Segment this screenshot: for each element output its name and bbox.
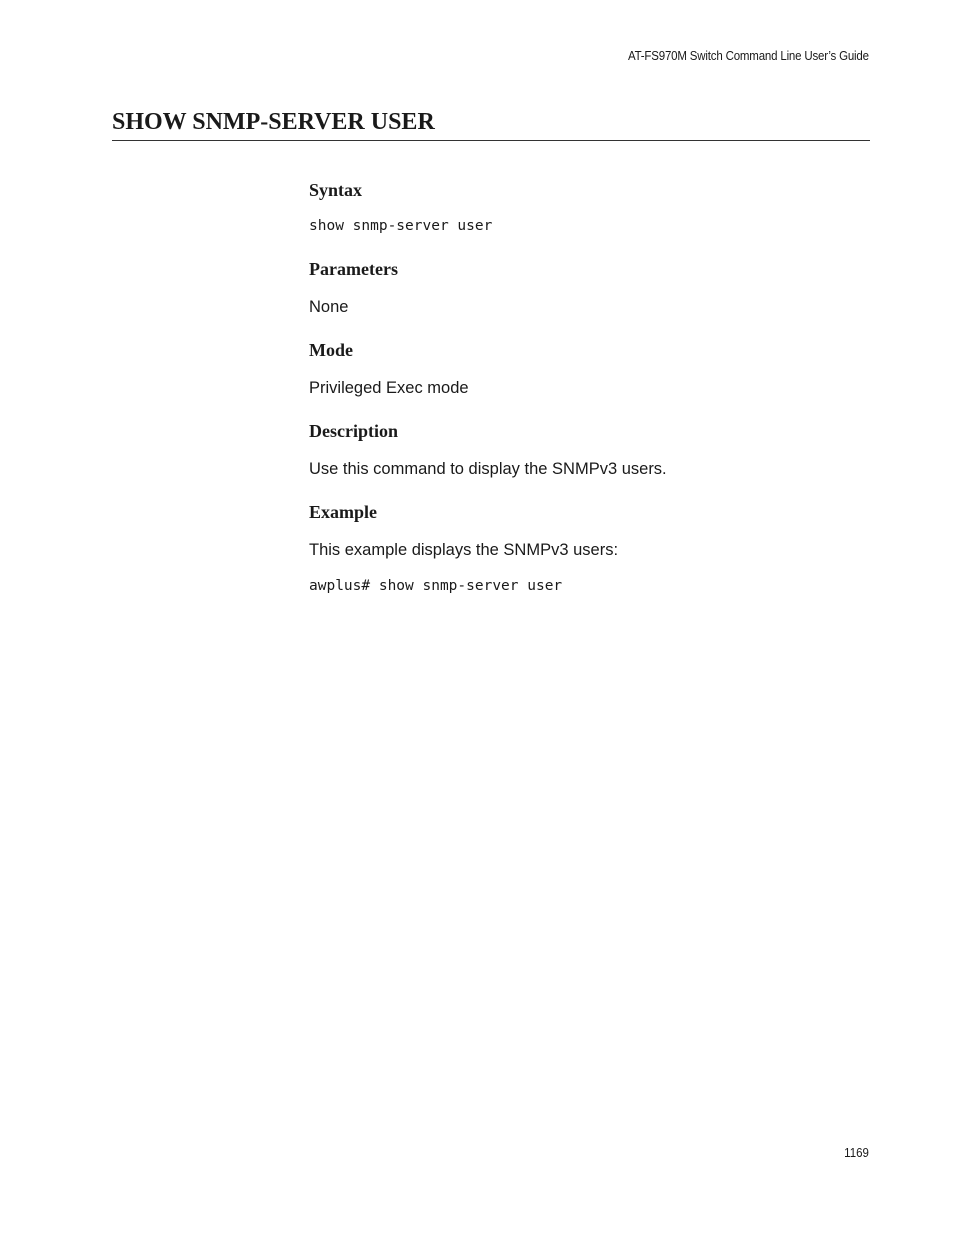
syntax-heading: Syntax (309, 180, 363, 200)
parameters-heading: Parameters (309, 259, 398, 279)
description-heading: Description (309, 421, 398, 441)
description-text: Use this command to display the SNMPv3 users. (309, 460, 667, 478)
example-code: awplus# show snmp-server user (309, 578, 563, 594)
syntax-code: show snmp-server user (309, 218, 493, 234)
running-header: AT-FS970M Switch Command Line User’s Guide (628, 49, 869, 63)
page-number: 1169 (844, 1146, 869, 1160)
mode-text: Privileged Exec mode (309, 379, 469, 397)
title-divider (112, 140, 870, 141)
parameters-text: None (309, 298, 349, 316)
example-heading: Example (309, 502, 378, 522)
page-title: SHOW SNMP-SERVER USER (112, 109, 435, 135)
mode-heading: Mode (309, 340, 353, 360)
example-text: This example displays the SNMPv3 users: (309, 541, 619, 559)
